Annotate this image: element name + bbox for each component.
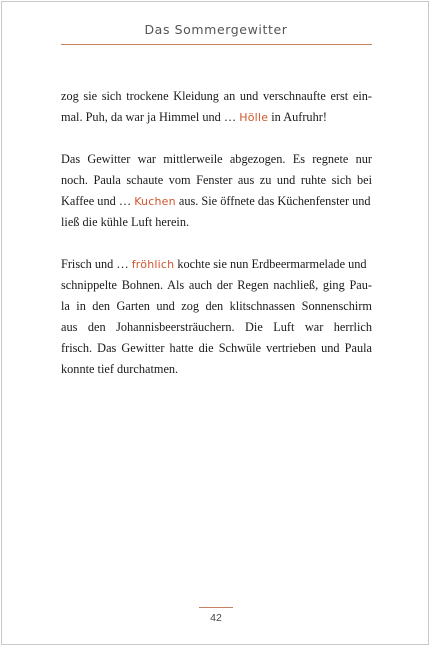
text-line [61,317,372,338]
text-line [61,338,372,359]
text-line [61,86,372,107]
text-line [61,191,372,212]
page-number: 42 [210,612,222,624]
filled-word: fröhlich [131,258,175,271]
text-segment: konnte tief durchatmen. [61,362,179,376]
text-segment: schnippelte Bohnen. Als auch der Regen nachließ, ging Pau- [61,278,372,292]
paragraph-1 [61,86,372,128]
text-line [61,212,372,233]
running-head-title: Das Sommergewitter [144,22,288,37]
text-line [61,149,372,170]
text-segment: la in den Garten und zog den klitschnassen Sonnenschirm [61,299,372,313]
text-segment: mal. Puh, da war ja Himmel und … [61,110,240,124]
text-line [61,254,372,275]
filled-word: Hölle [239,111,269,124]
text-segment: aus. Sie öffnete das Küchenfenster und [175,194,371,208]
text-segment: noch. Paula schaute vom Fenster aus zu und ruhte sich bei [61,173,372,187]
text-line [61,170,372,191]
paragraph-3 [61,254,372,380]
body-text [61,86,372,401]
text-segment: frisch. Das Gewitter hatte die Schwüle vertrieben und Paula [61,341,372,355]
text-segment: Kaffee und … [61,194,135,208]
paragraph-2 [61,149,372,233]
text-segment: zog sie sich trockene Kleidung an und verschnaufte erst ein- [61,89,372,103]
text-line [61,296,372,317]
text-segment: in Aufruhr! [268,110,327,124]
text-segment: Frisch und … [61,257,132,271]
text-line [61,359,372,380]
header-rule [61,44,372,45]
text-line [61,275,372,296]
footer-rule [199,607,233,608]
text-segment: aus den Johannisbeersträuchern. Die Luft war herrlich [61,320,372,334]
text-segment: ließ die kühle Luft herein. [61,215,190,229]
text-line [61,107,372,128]
text-segment: kochte sie nun Erdbeermarmelade und [174,257,367,271]
filled-word: Kuchen [134,195,176,208]
text-segment: Das Gewitter war mittlerweile abgezogen. Es regnete nur [61,152,372,166]
